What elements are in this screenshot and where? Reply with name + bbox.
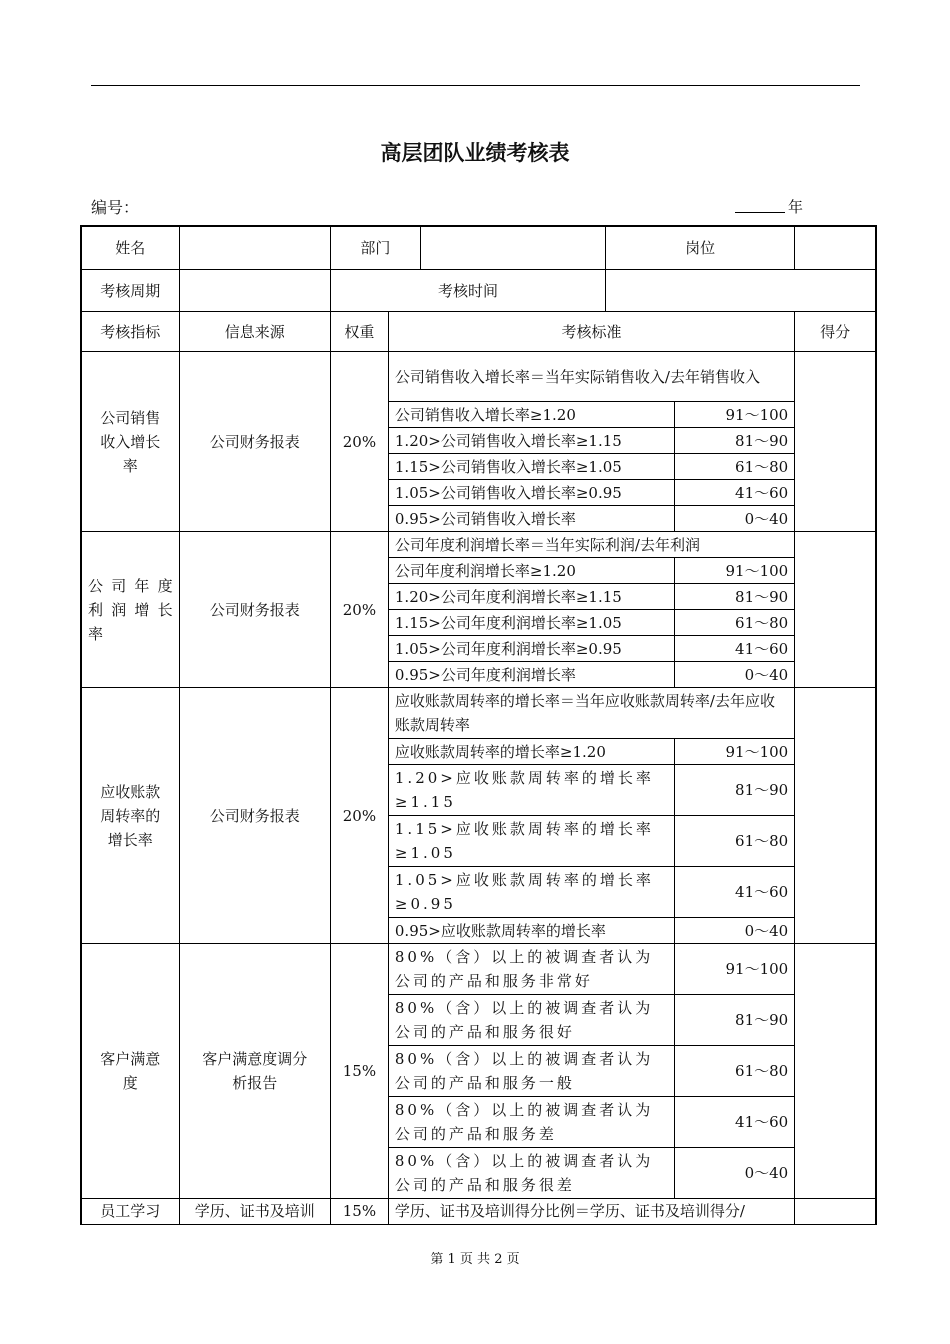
sales-range: 0～40 [674, 506, 795, 532]
satisfaction-range: 81～90 [674, 995, 795, 1046]
profit-criterion: 公司年度利润增长率≥1.20 [388, 558, 674, 584]
receivable-range: 91～100 [674, 739, 795, 765]
col-standard: 考核标准 [388, 312, 794, 352]
satisfaction-row [82, 944, 876, 995]
learning-row [82, 1199, 876, 1226]
receivable-source: 公司财务报表 [179, 688, 330, 944]
satisfaction-range: 91～100 [674, 944, 795, 995]
receivable-criterion: 0.95>应收账款周转率的增长率 [388, 918, 674, 944]
time-field[interactable] [605, 270, 875, 312]
sales-indicator-line-2: 收入增长 [100, 432, 161, 451]
receivable-criterion: 1.20>应收账款周转率的增长率≥1.15 [388, 765, 674, 816]
time-label: 考核时间 [330, 270, 605, 312]
dept-label: 部门 [330, 227, 420, 270]
profit-criterion: 1.05>公司年度利润增长率≥0.95 [388, 636, 674, 662]
receivable-criterion: 应收账款周转率的增长率≥1.20 [388, 739, 674, 765]
sales-source: 公司财务报表 [179, 352, 330, 532]
sales-formula-row [82, 352, 876, 402]
name-field[interactable] [179, 227, 330, 270]
profit-criterion: 1.15>公司年度利润增长率≥1.05 [388, 610, 674, 636]
satisfaction-range: 41～60 [674, 1097, 795, 1148]
page-footer: 第 1 页 共 2 页 [430, 1252, 520, 1267]
year-label: 年 [788, 198, 804, 216]
col-indicator: 考核指标 [82, 312, 180, 352]
profit-score[interactable] [795, 532, 876, 688]
learning-source: 学历、证书及培训 [179, 1199, 330, 1226]
receivable-score[interactable] [795, 688, 876, 944]
info-row-2 [82, 270, 876, 312]
assessment-form [80, 225, 877, 1225]
satisfaction-criterion: 80%（含）以上的被调查者认为公司的产品和服务非常好 [388, 944, 674, 995]
satisfaction-range: 0～40 [674, 1148, 795, 1199]
profit-range: 81～90 [674, 584, 795, 610]
info-row-1 [82, 227, 876, 270]
sales-criterion: 公司销售收入增长率≥1.20 [388, 402, 674, 428]
post-field[interactable] [795, 227, 876, 270]
column-header-row [82, 312, 876, 352]
receivable-indicator [82, 688, 180, 944]
learning-formula: 学历、证书及培训得分比例＝学历、证书及培训得分/ [388, 1199, 794, 1226]
receivable-indicator-line-3: 增长率 [107, 830, 153, 849]
period-label: 考核周期 [82, 270, 180, 312]
receivable-criterion: 1.05>应收账款周转率的增长率≥0.95 [388, 867, 674, 918]
number-label: 编号： [91, 198, 140, 217]
receivable-indicator-line-1: 应收账款 [100, 782, 161, 801]
dept-field[interactable] [420, 227, 605, 270]
profit-indicator [82, 532, 180, 688]
receivable-range: 0～40 [674, 918, 795, 944]
satisfaction-source-line-2: 析报告 [232, 1074, 278, 1092]
period-field[interactable] [179, 270, 330, 312]
sales-range: 61～80 [674, 454, 795, 480]
receivable-formula: 应收账款周转率的增长率＝当年应收账款周转率/去年应收账款周转率 [388, 688, 794, 739]
profit-criterion: 0.95>公司年度利润增长率 [388, 662, 674, 688]
satisfaction-indicator-line-2: 度 [122, 1074, 138, 1092]
profit-formula: 公司年度利润增长率＝当年实际利润/去年利润 [388, 532, 794, 558]
receivable-criterion: 1.15>应收账款周转率的增长率≥1.05 [388, 816, 674, 867]
profit-range: 0～40 [674, 662, 795, 688]
receivable-formula-row [82, 688, 876, 739]
name-label: 姓名 [82, 227, 180, 270]
sales-criterion: 0.95>公司销售收入增长率 [388, 506, 674, 532]
header-rule [91, 85, 860, 86]
sales-indicator-line-3: 率 [122, 456, 138, 475]
sales-indicator [82, 352, 180, 532]
year-blank[interactable] [735, 212, 785, 213]
receivable-range: 61～80 [674, 816, 795, 867]
col-source: 信息来源 [179, 312, 330, 352]
profit-indicator-line-2: 利润增长 [88, 600, 173, 619]
sales-range: 41～60 [674, 480, 795, 506]
post-label: 岗位 [605, 227, 794, 270]
receivable-range: 81～90 [674, 765, 795, 816]
profit-range: 61～80 [674, 610, 795, 636]
profit-indicator-line-3: 率 [88, 624, 104, 643]
profit-range: 41～60 [674, 636, 795, 662]
sales-range: 81～90 [674, 428, 795, 454]
profit-source: 公司财务报表 [179, 532, 330, 688]
learning-score[interactable] [795, 1199, 876, 1226]
satisfaction-range: 61～80 [674, 1046, 795, 1097]
profit-indicator-line-1: 公司年度 [88, 576, 173, 595]
page-title: 高层团队业绩考核表 [380, 141, 570, 165]
sales-criterion: 1.15>公司销售收入增长率≥1.05 [388, 454, 674, 480]
col-weight: 权重 [330, 312, 388, 352]
profit-weight: 20% [330, 532, 388, 688]
satisfaction-indicator-line-1: 客户满意 [100, 1050, 161, 1068]
profit-range: 91～100 [674, 558, 795, 584]
sales-formula: 公司销售收入增长率＝当年实际销售收入/去年销售收入 [388, 352, 794, 402]
satisfaction-criterion: 80%（含）以上的被调查者认为公司的产品和服务差 [388, 1097, 674, 1148]
sales-weight: 20% [330, 352, 388, 532]
sales-indicator-line-1: 公司销售 [100, 408, 161, 427]
satisfaction-source [179, 944, 330, 1199]
sales-criterion: 1.05>公司销售收入增长率≥0.95 [388, 480, 674, 506]
profit-formula-row [82, 532, 876, 558]
profit-criterion: 1.20>公司年度利润增长率≥1.15 [388, 584, 674, 610]
learning-indicator: 员工学习 [82, 1199, 180, 1226]
satisfaction-weight: 15% [330, 944, 388, 1199]
sales-criterion: 1.20>公司销售收入增长率≥1.15 [388, 428, 674, 454]
satisfaction-indicator [82, 944, 180, 1199]
sales-score[interactable] [795, 352, 876, 532]
col-score: 得分 [795, 312, 876, 352]
learning-weight: 15% [330, 1199, 388, 1226]
satisfaction-score[interactable] [795, 944, 876, 1199]
receivable-weight: 20% [330, 688, 388, 944]
satisfaction-criterion: 80%（含）以上的被调查者认为公司的产品和服务一般 [388, 1046, 674, 1097]
sales-range: 91～100 [674, 402, 795, 428]
receivable-indicator-line-2: 周转率的 [100, 806, 161, 825]
receivable-range: 41～60 [674, 867, 795, 918]
satisfaction-criterion: 80%（含）以上的被调查者认为公司的产品和服务很好 [388, 995, 674, 1046]
satisfaction-criterion: 80%（含）以上的被调查者认为公司的产品和服务很差 [388, 1148, 674, 1199]
assessment-table [81, 226, 876, 1225]
satisfaction-source-line-1: 客户满意度调分 [202, 1050, 308, 1068]
